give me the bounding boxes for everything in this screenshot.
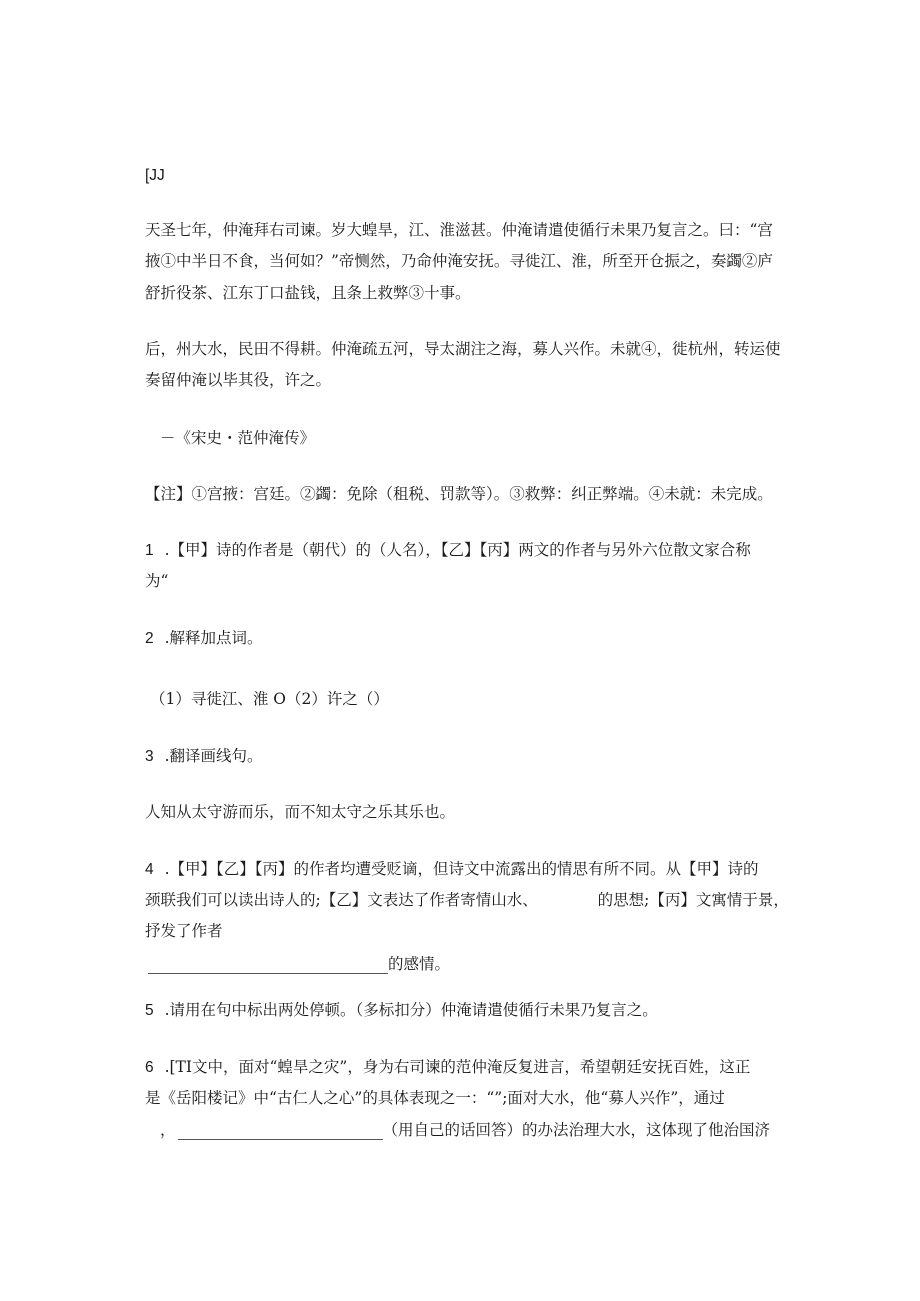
question-3-sentence: 人知从太守游而乐，而不知太守之乐其乐也。	[145, 803, 456, 821]
passage-line: 舒折役茶、江东丁口盐钱，且条上救弊③十事。	[145, 284, 471, 302]
question-number: 2	[145, 630, 154, 647]
passage-notes: 【注】①宫掖：宫廷。②蠲：免除（租税、罚款等）。③救弊：纠正弊端。④未就：未完成。	[145, 485, 773, 503]
question-text: 颈联我们可以读出诗人的;【乙】文表达了作者寄情山水、	[145, 891, 538, 909]
passage-line: 天圣七年，仲淹拜右司谏。岁大蝗旱，江、淮滋甚。仲淹请遣使循行未果乃复言之。曰：“宫	[145, 221, 773, 239]
question-text: （用自己的话回答）的办法治理大水，这体现了他治国济	[382, 1121, 771, 1139]
question-text: 的思想;【丙】文寓情于景，	[597, 891, 789, 909]
question-text: 的感情。	[388, 955, 451, 973]
question-4-blank-line	[148, 954, 450, 974]
question-5	[145, 1000, 658, 1021]
question-text: .【甲】【乙】【丙】的作者均遭受贬谪，但诗文中流露出的情思有所不同。从【甲】诗的	[164, 860, 759, 878]
question-1	[145, 540, 751, 561]
passage-source: －《宋史・范仲淹传》	[160, 429, 316, 447]
answer-blank[interactable]	[148, 959, 388, 974]
question-number: 3	[145, 748, 154, 765]
question-3	[145, 746, 263, 767]
question-text: .[TI文中，面对“蝗旱之灾”，身为右司谏的范仲淹反复进言，希望朝廷安抚百姓，这正	[164, 1058, 751, 1076]
question-text: .解释加点词。	[164, 629, 263, 647]
question-number: 1	[145, 542, 154, 559]
question-number: 4	[145, 861, 154, 878]
question-4-cont	[145, 890, 789, 910]
question-number: 6	[145, 1059, 154, 1076]
header-mark: [JJ	[145, 167, 165, 184]
answer-blank[interactable]	[178, 1125, 383, 1140]
passage-line: 奏留仲淹以毕其役，许之。	[145, 371, 332, 389]
question-6-cont: 是《岳阳楼记》中“古仁人之心”的具体表现之一：“”;面对大水，他“募人兴作”，通过	[145, 1089, 725, 1107]
question-2-items: （1）寻徙江、淮 O（2）许之（）	[150, 690, 389, 708]
question-6	[145, 1057, 750, 1078]
question-1-cont: 为“	[145, 572, 169, 590]
question-text: .【甲】诗的作者是（朝代）的（人名），【乙】【丙】两文的作者与另外六位散文家合称	[164, 541, 751, 559]
question-2	[145, 628, 263, 649]
question-4	[145, 859, 759, 880]
question-text: ，	[160, 1121, 176, 1139]
question-number: 5	[145, 1002, 154, 1019]
passage-line: 掖①中半日不食，当何如？”帝恻然，乃命仲淹安抚。寻徙江、淮，所至开仓振之，奏蠲②庐	[145, 252, 773, 270]
question-4-cont: 抒发了作者	[145, 922, 223, 940]
passage-line: 后，州大水，民田不得耕。仲淹疏五河，导太湖注之海，募人兴作。未就④，徙杭州，转运使	[145, 340, 781, 358]
question-text: .翻译画线句。	[164, 747, 263, 765]
question-6-blank-line	[160, 1120, 770, 1140]
question-text: .请用在句中标出两处停顿。（多标扣分）仲淹请遣使循行未果乃复言之。	[164, 1001, 658, 1019]
